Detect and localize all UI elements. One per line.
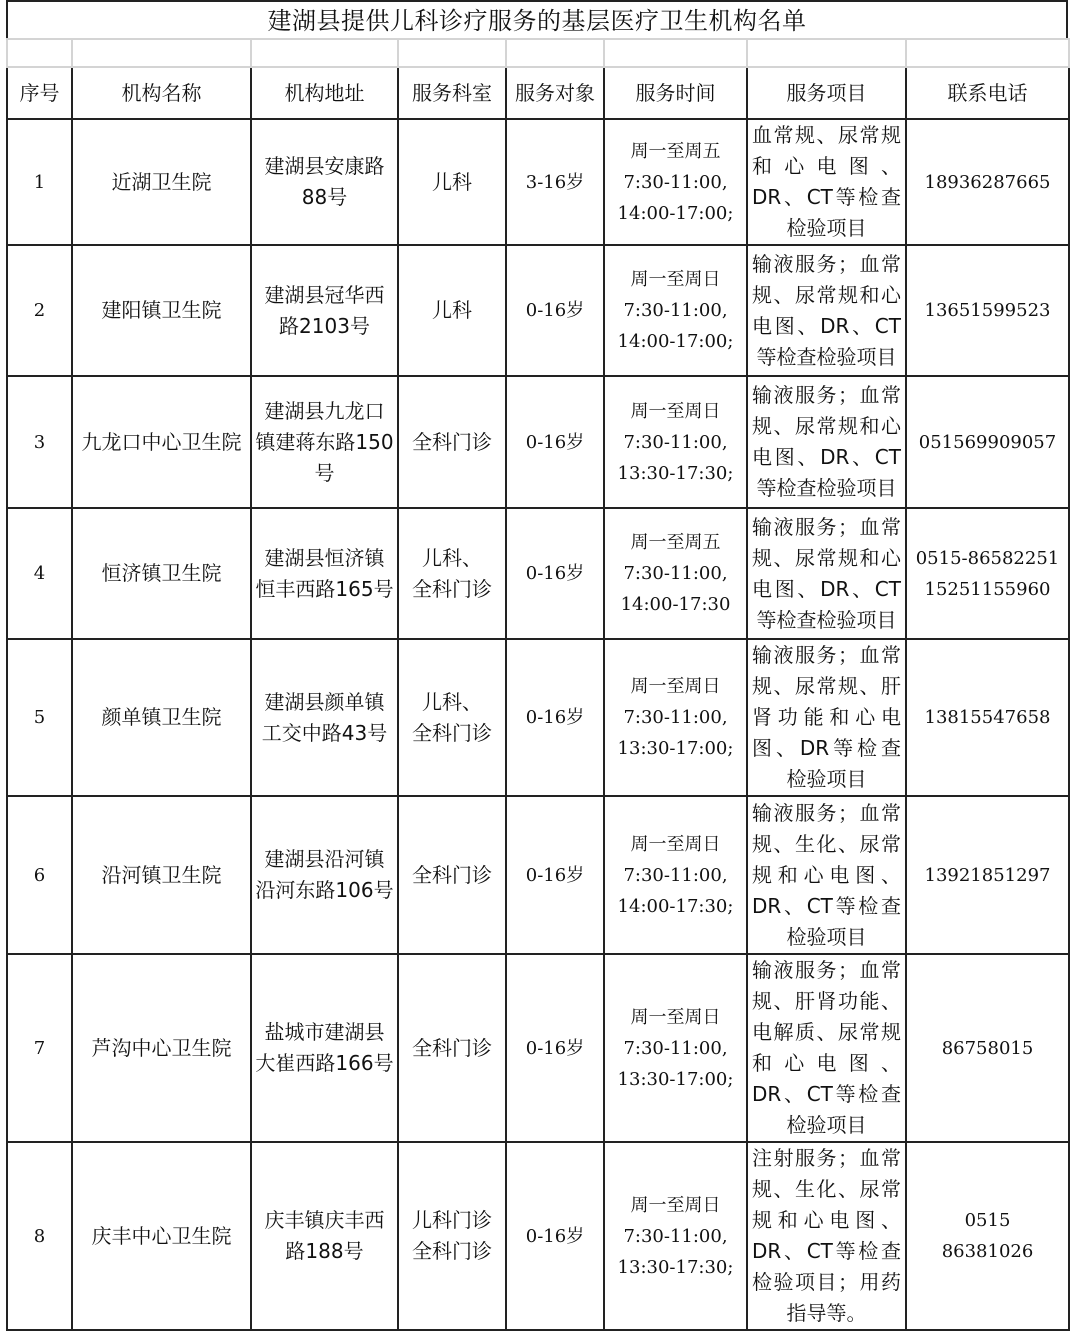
- institution-name: 颜单镇卫生院: [72, 639, 251, 796]
- contact-phone: 051569909057: [906, 376, 1069, 508]
- service-time: 周一至周日 7:30-11:00, 13:30-17:00;: [604, 639, 747, 796]
- service-target: 3-16岁: [506, 119, 604, 245]
- spreadsheet: [6, 0, 1068, 1331]
- page-title: 建湖县提供儿科诊疗服务的基层医疗卫生机构名单: [6, 0, 1068, 38]
- service-target: 0-16岁: [506, 376, 604, 508]
- header-row: [7, 67, 1069, 119]
- service-department: 全科门诊: [398, 376, 506, 508]
- service-items: 输液服务；血常规、尿常规和心电图、DR、CT等检查检验项目: [747, 245, 906, 376]
- institution-name: 沿河镇卫生院: [72, 796, 251, 954]
- institution-name: 近湖卫生院: [72, 119, 251, 245]
- table-row: [7, 954, 1069, 1142]
- table-row: [7, 376, 1069, 508]
- contact-phone: 18936287665: [906, 119, 1069, 245]
- service-department: 儿科、 全科门诊: [398, 639, 506, 796]
- institution-address: 盐城市建湖县 大崔西路166号: [251, 954, 398, 1142]
- row-number: 2: [7, 245, 72, 376]
- service-department: 全科门诊: [398, 954, 506, 1142]
- header-address: 机构地址: [251, 67, 398, 119]
- institution-name: 芦沟中心卫生院: [72, 954, 251, 1142]
- empty-cell: [7, 39, 72, 67]
- table-row: [7, 1142, 1069, 1330]
- header-target: 服务对象: [506, 67, 604, 119]
- service-department: 儿科门诊 全科门诊: [398, 1142, 506, 1330]
- service-time: 周一至周日 7:30-11:00, 13:30-17:00;: [604, 954, 747, 1142]
- institution-name: 九龙口中心卫生院: [72, 376, 251, 508]
- service-target: 0-16岁: [506, 639, 604, 796]
- table-row: [7, 796, 1069, 954]
- institution-address: 庆丰镇庆丰西 路188号: [251, 1142, 398, 1330]
- empty-cell: [906, 39, 1069, 67]
- header-time: 服务时间: [604, 67, 747, 119]
- service-department: 全科门诊: [398, 796, 506, 954]
- header-dept: 服务科室: [398, 67, 506, 119]
- empty-cell: [604, 39, 747, 67]
- service-target: 0-16岁: [506, 1142, 604, 1330]
- service-department: 儿科、 全科门诊: [398, 508, 506, 639]
- header-phone: 联系电话: [906, 67, 1069, 119]
- service-time: 周一至周日 7:30-11:00, 13:30-17:30;: [604, 376, 747, 508]
- service-target: 0-16岁: [506, 796, 604, 954]
- service-items: 输液服务；血常规、尿常规和心电图、DR、CT等检查检验项目: [747, 508, 906, 639]
- institution-address: 建湖县沿河镇 沿河东路106号: [251, 796, 398, 954]
- empty-cell: [506, 39, 604, 67]
- row-number: 6: [7, 796, 72, 954]
- service-items: 注射服务；血常规、生化、尿常规和心电图、DR、CT等检查检验项目；用药指导等。: [747, 1142, 906, 1330]
- service-target: 0-16岁: [506, 954, 604, 1142]
- institution-address: 建湖县颜单镇 工交中路43号: [251, 639, 398, 796]
- institution-address: 建湖县安康路 88号: [251, 119, 398, 245]
- service-time: 周一至周日 7:30-11:00, 13:30-17:30;: [604, 1142, 747, 1330]
- service-time: 周一至周五 7:30-11:00, 14:00-17:30: [604, 508, 747, 639]
- service-time: 周一至周五 7:30-11:00, 14:00-17:00;: [604, 119, 747, 245]
- empty-row: [7, 39, 1069, 67]
- service-items: 血常规、尿常规和心电图、DR、CT等检查检验项目: [747, 119, 906, 245]
- institution-table: [6, 38, 1070, 1331]
- contact-phone: 13651599523: [906, 245, 1069, 376]
- service-items: 输液服务；血常规、肝肾功能、电解质、尿常规和心电图、DR、CT等检查检验项目: [747, 954, 906, 1142]
- row-number: 5: [7, 639, 72, 796]
- institution-address: 建湖县恒济镇 恒丰西路165号: [251, 508, 398, 639]
- table-row: [7, 245, 1069, 376]
- table-row: [7, 639, 1069, 796]
- table-row: [7, 508, 1069, 639]
- row-number: 7: [7, 954, 72, 1142]
- contact-phone: 13815547658: [906, 639, 1069, 796]
- empty-cell: [72, 39, 251, 67]
- contact-phone: 86758015: [906, 954, 1069, 1142]
- service-items: 输液服务；血常规、尿常规和心电图、DR、CT等检查检验项目: [747, 376, 906, 508]
- institution-address: 建湖县九龙口 镇建蒋东路150 号: [251, 376, 398, 508]
- table-row: [7, 119, 1069, 245]
- service-department: 儿科: [398, 245, 506, 376]
- service-target: 0-16岁: [506, 508, 604, 639]
- contact-phone: 13921851297: [906, 796, 1069, 954]
- contact-phone: 0515 86381026: [906, 1142, 1069, 1330]
- institution-name: 建阳镇卫生院: [72, 245, 251, 376]
- row-number: 3: [7, 376, 72, 508]
- contact-phone: 0515-86582251 15251155960: [906, 508, 1069, 639]
- service-target: 0-16岁: [506, 245, 604, 376]
- header-name: 机构名称: [72, 67, 251, 119]
- row-number: 1: [7, 119, 72, 245]
- institution-name: 恒济镇卫生院: [72, 508, 251, 639]
- empty-cell: [251, 39, 398, 67]
- empty-cell: [747, 39, 906, 67]
- empty-cell: [398, 39, 506, 67]
- row-number: 4: [7, 508, 72, 639]
- service-time: 周一至周日 7:30-11:00, 14:00-17:00;: [604, 245, 747, 376]
- header-no: 序号: [7, 67, 72, 119]
- header-services: 服务项目: [747, 67, 906, 119]
- institution-name: 庆丰中心卫生院: [72, 1142, 251, 1330]
- service-items: 输液服务；血常规、生化、尿常规和心电图、DR、CT等检查检验项目: [747, 796, 906, 954]
- service-department: 儿科: [398, 119, 506, 245]
- row-number: 8: [7, 1142, 72, 1330]
- service-time: 周一至周日 7:30-11:00, 14:00-17:30;: [604, 796, 747, 954]
- institution-address: 建湖县冠华西 路2103号: [251, 245, 398, 376]
- service-items: 输液服务；血常规、尿常规、肝肾功能和心电图、DR等检查检验项目: [747, 639, 906, 796]
